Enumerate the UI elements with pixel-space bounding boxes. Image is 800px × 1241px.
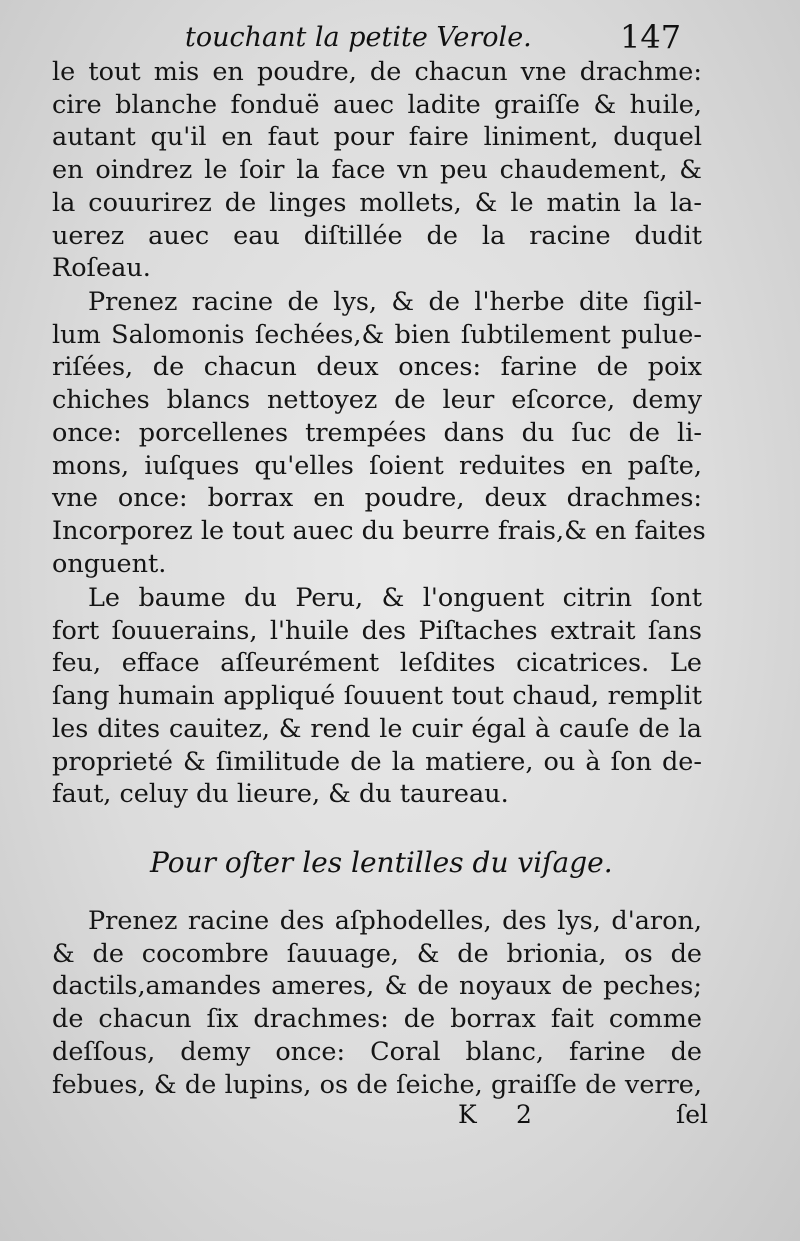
text-line: lum Salomonis ſechées,& bien ſubtilement pulue- [52,319,702,350]
paragraph-asphodelles-recipe [52,905,702,1101]
section-heading: Pour oſter les lentilles du viſage. [150,846,613,879]
text-line: once: porcellenes trempées dans du ſuc de li- [52,417,702,448]
text-line: le tout mis en poudre, de chacun vne drachme: [52,57,702,87]
paragraph-baume-du-peru [52,582,702,811]
text-line: febues, & de lupins, os de ſeiche, graiſſe de verre, [52,1069,702,1100]
text-line: ſang humain appliqué ſouuent tout chaud, remplit [52,681,702,712]
paragraph-continuation [52,56,702,285]
signature-mark-number: 2 [516,1100,532,1129]
text-line: mons, iuſques qu'elles ſoient reduites en paſte, [52,450,702,481]
text-line: Prenez racine de lys, & de l'herbe dite ſigil- [88,287,702,317]
text-line: autant qu'il en faut pour faire liniment, duquel [52,122,702,153]
text-line: en oindrez le ſoir la face vn peu chaudement, & [52,155,702,186]
text-line: de chacun ſix drachmes: de borrax fait comme [52,1004,702,1035]
text-line: feu, efface aſſeurément leſdites cicatrices. Le [52,648,702,679]
text-line: les dites cauitez, & rend le cuir égal à cauſe de la [52,713,702,744]
page-footer [0,1100,800,1140]
text-line: faut, celuy du lieure, & du taureau. [52,779,509,810]
text-line: cire blanche fonduë auec ladite graiſſe & huile, [52,89,702,120]
text-line: chiches blancs nettoyez de leur eſcorce, demy [52,385,702,416]
text-line: riſées, de chacun deux onces: farine de poix [52,352,702,383]
paragraph-lys-recipe [52,286,706,580]
running-header: touchant la petite Verole. [185,22,532,53]
text-line: & de cocombre ſauuage, & de brionia, os de [52,938,702,969]
catchword: ſel [676,1100,709,1129]
text-line: onguent. [52,548,167,579]
signature-mark-letter: K [458,1100,477,1129]
text-line: Le baume du Peru, & l'onguent citrin ſont [88,583,702,613]
page-number: 147 [620,18,682,56]
text-line: Prenez racine des aſphodelles, des lys, d'aron, [88,906,702,936]
text-line: proprieté & ſimilitude de la matiere, ou à ſon de- [52,746,702,777]
text-line: vne once: borrax en poudre, deux drachmes: [52,483,702,514]
text-line: dactils,amandes ameres, & de noyaux de peches; [52,971,702,1002]
text-line: la couurirez de linges mollets, & le matin la la- [52,187,702,218]
text-line: Roſeau. [52,253,151,284]
text-line: fort ſouuerains, l'huile des Piſtaches extrait ſans [52,615,702,646]
text-line: Incorporez le tout auec du beurre frais,& en faites [52,515,706,546]
text-line: deſſous, demy once: Coral blanc, farine de [52,1036,702,1067]
text-line: uerez auec eau diſtillée de la racine dudit [52,220,702,251]
